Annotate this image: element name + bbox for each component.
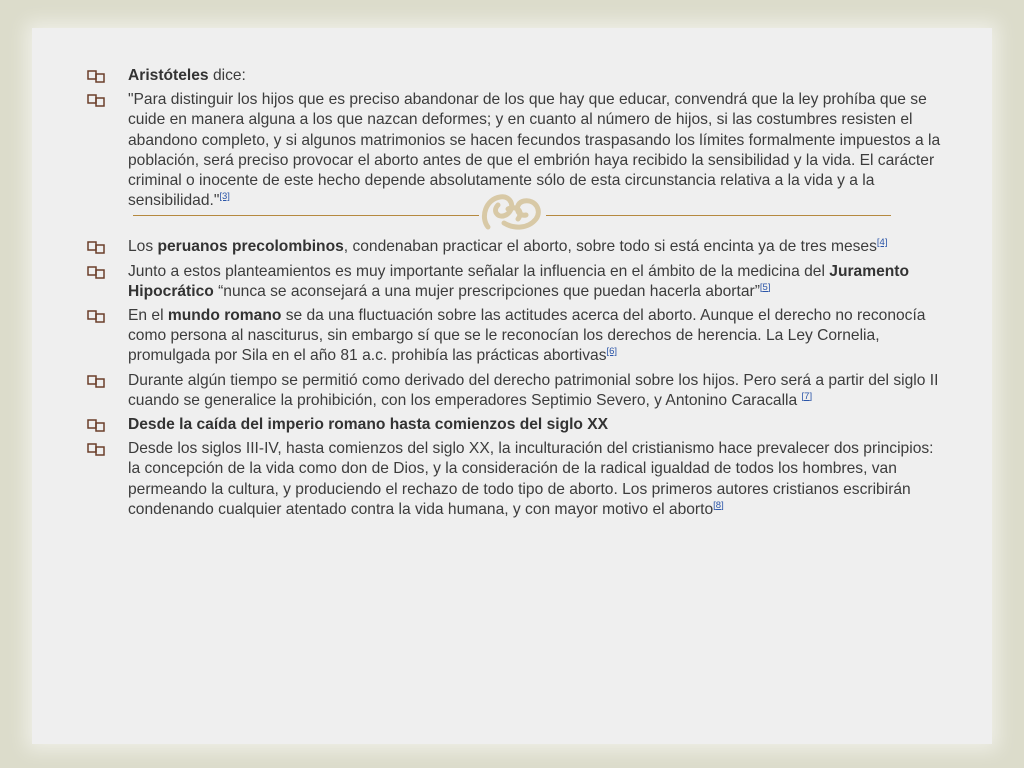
list-item [86,262,946,302]
list-item [86,66,946,86]
double-square-bullet-icon [87,70,107,83]
footnote-link[interactable]: [6] [606,346,618,358]
bullet-list [86,66,946,524]
double-square-bullet-icon [87,443,107,456]
footnote-link[interactable]: [7] [801,390,813,402]
list-item [86,306,946,367]
double-square-bullet-icon [87,310,107,323]
footnote-link[interactable]: [8] [713,499,724,511]
section-heading: Desde la caída del imperio romano hasta comienzos del siglo XX [128,416,609,434]
item-text: Aristóteles dice: [128,67,246,84]
double-square-bullet-icon [87,375,107,388]
item-text: Los peruanos precolombinos, condenaban practicar el aborto, sobre todo si está encinta ya de tres meses[4] [128,237,888,256]
list-item [86,237,946,257]
item-text: Junto a estos planteamientos es muy importante señalar la influencia en el ámbito de la medicina del Juramento Hipocrático “nunca se aconsejará a una mujer prescripciones que puedan hacerla abortar”[5] [128,262,909,300]
double-square-bullet-icon [87,94,107,107]
footnote-link[interactable]: [3] [219,191,230,203]
item-text [128,416,608,433]
list-item [86,371,946,411]
list-item [86,90,946,211]
item-text: "Para distinguir los hijos que es preciso abandonar de los que hay que educar, convendrá que la ley prohíba que se cuide en manera alguna a los que nazcan deformes; y en cuanto al número de hijos, si las costumbres resisten el abandono completo, y si algunos matrimonios se hacen fecundos traspasando los límites formalmente impuestos a la población, será preciso provocar el aborto antes de que el embrión haya recibido la sensibilidad y la vida. El carácter criminal o inocente de este hecho depende absolutamente sólo de esta circunstancia relativa a la vida y a la sensibilidad."[3] [128,91,941,210]
double-square-bullet-icon [87,419,107,432]
list-item [86,439,946,520]
item-text: Durante algún tiempo se permitió como derivado del derecho patrimonial sobre los hijos. Pero será a partir del siglo II cuando se generalice la prohibición, con los emperadores Septimio Severo, y Antonino Caracalla [7] [128,371,939,409]
footnote-link[interactable]: [4] [876,237,888,249]
double-square-bullet-icon [87,241,107,254]
footnote-link[interactable]: [5] [759,281,771,293]
item-text: Desde los siglos III-IV, hasta comienzos del siglo XX, la inculturación del cristianismo hace prevalecer dos principios: la concepción de la vida como don de Dios, y la consideración de la radical igualdad de todos los hombres, van permeando la cultura, y produciendo el rechazo de todo tipo de aborto. Los primeros autores cristianos escribirán condenando cualquier atentado contra la vida humana, y con mayor motivo el aborto[8] [128,440,934,518]
item-text: En el mundo romano se da una fluctuación sobre las actitudes acerca del aborto. Aunque el derecho no reconocía como persona al nasciturus, sin embargo sí que se le reconocían los derechos de herencia. La Ley Cornelia, promulgada por Sila en el año 81 a.c. prohibía las prácticas abortivas[6] [128,307,926,365]
bold-term: Juramento Hipocrático [128,262,909,300]
list-item [86,415,946,435]
bold-term: Aristóteles [128,67,209,84]
double-square-bullet-icon [87,266,107,279]
bold-term: peruanos precolombinos [157,238,344,256]
bold-term: mundo romano [167,307,282,325]
